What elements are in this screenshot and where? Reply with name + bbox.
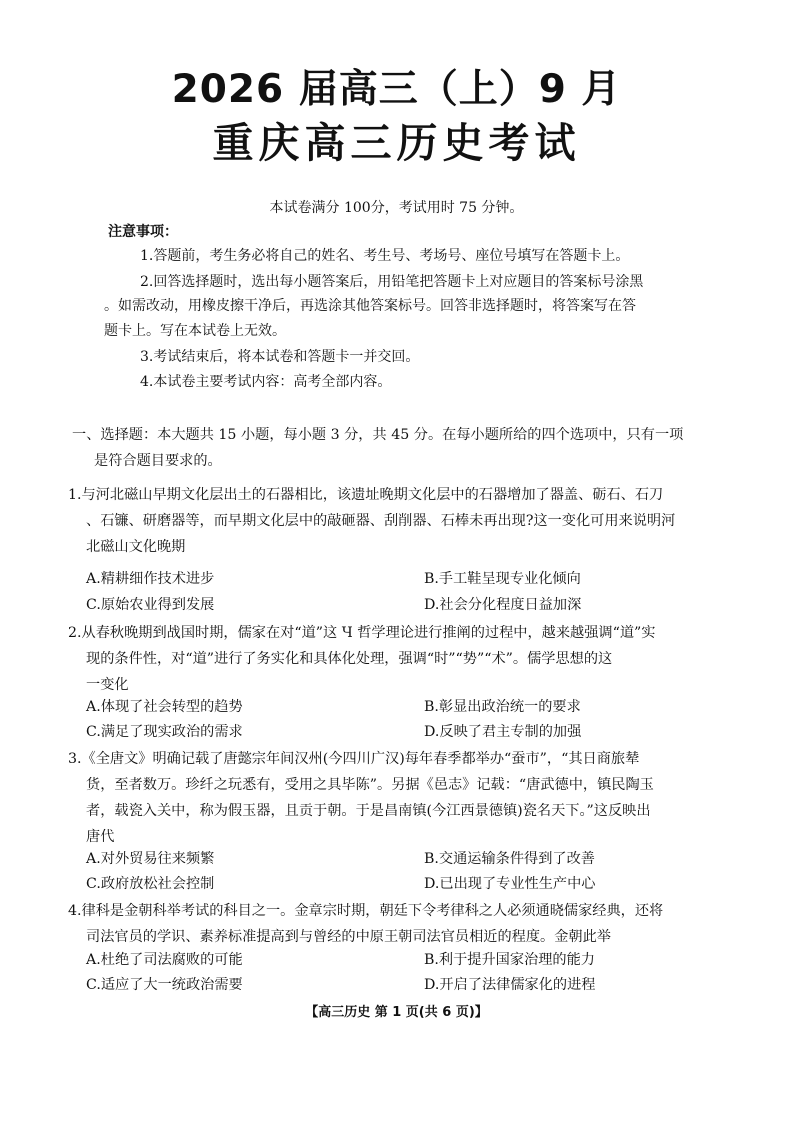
exam-info: 本试卷满分 100分，考试用时 75 分钟。	[269, 200, 524, 216]
option-2d[interactable]: D.反映了君主专制的加强	[424, 724, 582, 740]
option-1d[interactable]: D.社会分化程度日益加深	[424, 597, 582, 613]
question-stem: 2.从春秋晚期到战国时期，儒家在对“道”这 Ч 哲学理论进行推阐的过程中，越来越强调“道”实	[68, 625, 656, 641]
notice-item-2-cont2: 题卡上。写在本试卷上无效。	[104, 323, 286, 339]
question-4	[68, 898, 732, 950]
option-4a[interactable]: A.杜绝了司法腐败的可能	[86, 952, 243, 968]
question-stem-cont: 货，至者数万。珍纤之玩悉有，受用之具毕陈”。另据《邑志》记载：“唐武德中，镇民陶玉	[86, 777, 654, 793]
question-stem-cont: 唐代	[86, 829, 115, 845]
option-1a[interactable]: A.精耕细作技术进步	[86, 571, 215, 587]
question-2	[68, 620, 732, 698]
exam-title: 2026 届高三（上）9 月	[171, 67, 622, 112]
notice-item-3: 3.考试结束后，将本试卷和答题卡一并交回。	[140, 349, 420, 365]
option-1b[interactable]: B.手工鞋呈现专业化倾向	[424, 571, 581, 587]
notice-item-4: 4.本试卷主要考试内容：高考全部内容。	[140, 374, 392, 390]
question-stem-cont: 现的条件性，对“道”进行了务实化和具体化处理，强调“时”“势”“术”。儒学思想的这	[86, 651, 613, 667]
option-4d[interactable]: D.开启了法律儒家化的进程	[424, 977, 596, 993]
option-3c[interactable]: C.政府放松社会控制	[86, 876, 215, 892]
question-stem-cont: 者，载瓷入关中，称为假玉器，且贡于朝。于是昌南镇(今江西景德镇)瓷名天下。”这反映出	[86, 803, 651, 819]
question-3	[68, 746, 732, 850]
notice-heading: 注意事项：	[108, 224, 178, 240]
option-2a[interactable]: A.体现了社会转型的趋势	[86, 699, 243, 715]
option-3a[interactable]: A.对外贸易往来频繁	[86, 851, 215, 867]
option-3b[interactable]: B.交通运输条件得到了改善	[424, 851, 595, 867]
option-2c[interactable]: C.满足了现实政治的需求	[86, 724, 243, 740]
notice-item-2: 2.回答选择题时，选出每小题答案后，用铅笔把答题卡上对应题目的答案标号涂黑	[140, 274, 644, 290]
notice-item-2-cont: 。如需改动，用橡皮擦干净后，再选涂其他答案标号。回答非选择题时，将答案写在答	[104, 298, 636, 314]
option-1c[interactable]: C.原始农业得到发展	[86, 597, 215, 613]
question-1	[68, 482, 732, 560]
page-footer: 【高三历史 第 1 页(共 6 页)】	[305, 1005, 488, 1020]
option-4c[interactable]: C.适应了大一统政治需要	[86, 977, 243, 993]
question-stem: 3.《全唐文》明确记载了唐懿宗年间汉州(今四川广汉)每年春季都举办“蚕市”，“其日商旅辇	[68, 751, 640, 767]
option-2b[interactable]: B.彰显出政治统一的要求	[424, 699, 581, 715]
question-stem: 1.与河北磁山早期文化层出土的石器相比，该遗址晚期文化层中的石器增加了器盖、砺石、石刀	[68, 487, 664, 503]
notice-item-1: 1.答题前，考生务必将自己的姓名、考生号、考场号、座位号填写在答题卡上。	[140, 248, 630, 264]
option-3d[interactable]: D.已出现了专业性生产中心	[424, 876, 596, 892]
option-4b[interactable]: B.利于提升国家治理的能力	[424, 952, 595, 968]
question-stem: 4.律科是金朝科举考试的科目之一。金章宗时期，朝廷下令考律科之人必须通晓儒家经典，还将	[68, 903, 664, 919]
section-heading	[72, 422, 732, 474]
exam-subtitle: 重庆高三历史考试	[212, 119, 581, 167]
question-stem-cont: 北磁山文化晚期	[86, 539, 186, 555]
section-heading-line1: 一、选择题：本大题共 15 小题，每小题 3 分，共 45 分。在每小题所给的四个选项中，只有一项	[72, 427, 684, 443]
question-stem-cont: 司法官员的学识、素养标准提高到与曾经的中原王朝司法官员相近的程度。金朝此举	[86, 929, 611, 945]
section-heading-line2: 是符合题目要求的。	[94, 453, 222, 469]
question-stem-cont: 一变化	[86, 677, 129, 693]
question-stem-cont: 、石镰、研磨器等，而早期文化层中的敲砸器、刮削器、石棒未再出现?这一变化可用来说明河	[86, 513, 676, 529]
